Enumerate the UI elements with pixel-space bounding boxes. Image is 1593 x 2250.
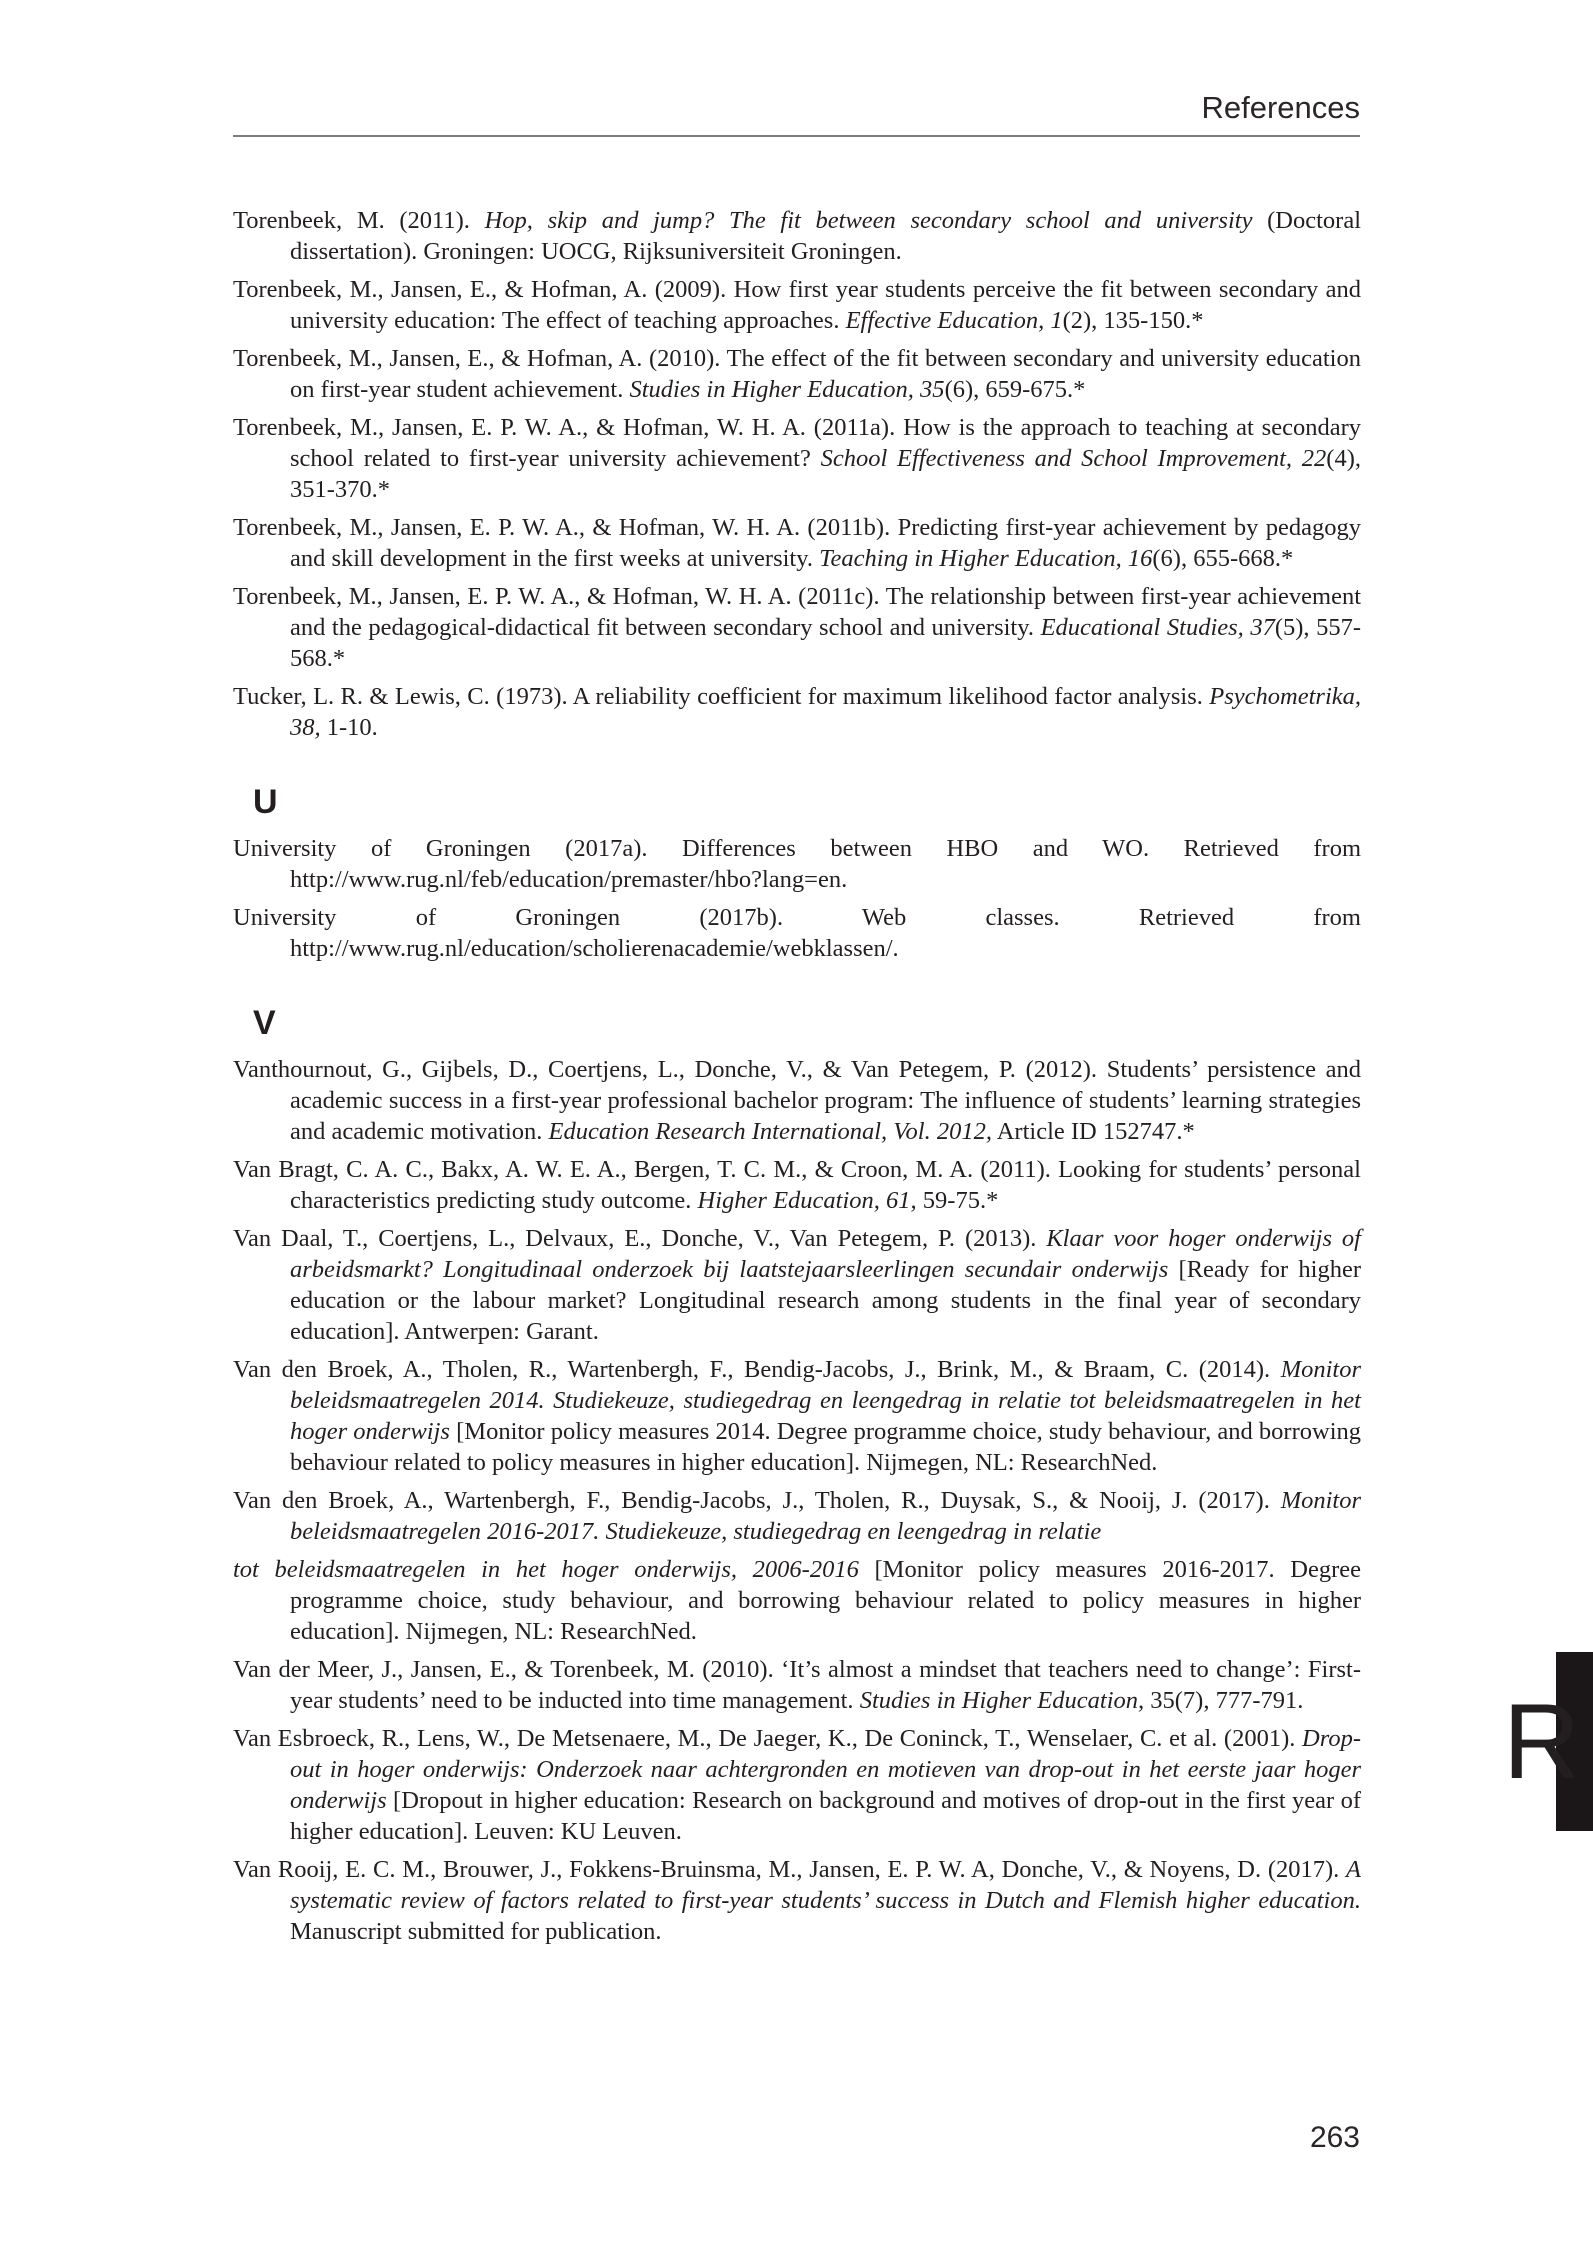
reference-entry xyxy=(233,1223,1361,1347)
reference-text: [Monitor policy measures 2016-2017. Degree programme choice, study behaviour, and borrowing behaviour related to policy measures in higher education]. Nijmegen, NL: ResearchNed. xyxy=(290,1556,1361,1645)
reference-entry xyxy=(233,681,1361,743)
reference-entry xyxy=(233,581,1361,674)
reference-text: Vanthournout, G., Gijbels, D., Coertjens, L., Donche, V., & Van Petegem, P. (2012). Students’ persistence and academic success in a first-year professional bachelor program: The influence of students’ learning strategies and academic motivation. xyxy=(233,1056,1361,1145)
reference-text: Van den Broek, A., Wartenbergh, F., Bendig-Jacobs, J., Tholen, R., Duysak, S., & Nooij, J. (2017). xyxy=(233,1487,1281,1514)
reference-entry xyxy=(233,1154,1361,1216)
reference-italic-text: Higher Education, 61, xyxy=(697,1187,917,1214)
reference-italic-text: Monitor beleidsmaatregelen 2016-2017. Studiekeuze, studiegedrag en leengedrag in relatie xyxy=(290,1487,1361,1545)
reference-italic-text: Klaar voor hoger onderwijs of arbeidsmarkt? Longitudinaal onderzoek bij laatstejaarsleerlingen secundair onderwijs xyxy=(290,1225,1361,1283)
chapter-tab-letter: R xyxy=(1503,1681,1579,1801)
reference-italic-text: Teaching in Higher Education, 16 xyxy=(819,545,1153,572)
reference-entry xyxy=(233,1485,1361,1547)
reference-text: Van der Meer, J., Jansen, E., & Torenbeek, M. (2010). ‘It’s almost a mindset that teachers need to change’: First-year students’ need to be inducted into time management. xyxy=(233,1656,1361,1714)
header-rule xyxy=(233,135,1360,137)
reference-text: Torenbeek, M., Jansen, E. P. W. A., & Hofman, W. H. A. (2011c). The relationship between first-year achievement and the pedagogical-didactical fit between secondary school and university. xyxy=(233,583,1361,641)
reference-italic-text: Studies in Higher Education, 35 xyxy=(629,376,945,403)
reference-italic-text: Psychometrika, 38, xyxy=(290,683,1361,741)
reference-italic-text: Drop-out in hoger onderwijs: Onderzoek naar achtergronden en motieven van drop-out in het eerste jaar hoger onderwijs xyxy=(290,1725,1361,1814)
reference-entry xyxy=(233,1854,1361,1947)
reference-text: (5), 557-568.* xyxy=(290,614,1361,672)
reference-text: Van Bragt, C. A. C., Bakx, A. W. E. A., Bergen, T. C. M., & Croon, M. A. (2011). Looking for students’ personal characteristics predicting study outcome. xyxy=(233,1156,1361,1214)
reference-entry xyxy=(233,1054,1361,1147)
section-heading-u: U xyxy=(253,783,278,821)
reference-text: [Dropout in higher education: Research on background and motives of drop-out in the first year of higher education]. Leuven: KU Leuven. xyxy=(290,1787,1361,1845)
reference-entry xyxy=(233,1354,1361,1478)
reference-text: Torenbeek, M. (2011). xyxy=(233,207,485,234)
reference-text: Van Esbroeck, R., Lens, W., De Metsenaere, M., De Jaeger, K., De Coninck, T., Wenselaer, C. et al. (2001). xyxy=(233,1725,1303,1752)
reference-italic-text: Education Research International, Vol. 2012, xyxy=(548,1118,992,1145)
reference-italic-text: A systematic review of factors related to first-year students’ success in Dutch and Flemish higher education. xyxy=(290,1856,1361,1914)
reference-text: [Ready for higher education or the labour market? Longitudinal research among students in the final year of secondary education]. Antwerpen: Garant. xyxy=(290,1256,1362,1345)
reference-text: University of Groningen (2017b). Web classes. Retrieved from http://www.rug.nl/education/scholierenacademie/webklassen/. xyxy=(233,904,1361,962)
reference-entry xyxy=(233,902,1361,964)
reference-text: Manuscript submitted for publication. xyxy=(290,1918,662,1945)
reference-italic-text: tot beleidsmaatregelen in het hoger onderwijs, 2006-2016 xyxy=(233,1556,859,1583)
reference-entry xyxy=(233,833,1361,895)
reference-italic-text: School Effectiveness and School Improvement, 22 xyxy=(820,445,1327,472)
reference-italic-text: Educational Studies, 37 xyxy=(1040,614,1275,641)
reference-text: Torenbeek, M., Jansen, E. P. W. A., & Hofman, W. H. A. (2011b). Predicting first-year achievement by pedagogy and skill development in the first weeks at university. xyxy=(233,514,1361,572)
section-heading-v: V xyxy=(253,1004,276,1042)
reference-text: (6), 659-675.* xyxy=(944,376,1086,403)
reference-entry xyxy=(233,274,1361,336)
reference-entry xyxy=(233,412,1361,505)
reference-entry xyxy=(233,205,1361,267)
references-list xyxy=(233,205,1361,1954)
reference-text: 59-75.* xyxy=(916,1187,999,1214)
reference-text: Article ID 152747.* xyxy=(991,1118,1195,1145)
reference-text: University of Groningen (2017a). Differences between HBO and WO. Retrieved from http://www.rug.nl/feb/education/premaster/hbo?lang=en. xyxy=(233,835,1361,893)
running-header-title: References xyxy=(1201,90,1360,125)
reference-text: (6), 655-668.* xyxy=(1152,545,1294,572)
reference-text: Van Daal, T., Coertjens, L., Delvaux, E., Donche, V., Van Petegem, P. (2013). xyxy=(233,1225,1047,1252)
reference-text: Van den Broek, A., Tholen, R., Wartenbergh, F., Bendig-Jacobs, J., Brink, M., & Braam, C. (2014). xyxy=(233,1356,1281,1383)
reference-text: 35(7), 777-791. xyxy=(1144,1687,1304,1714)
reference-entry xyxy=(233,1723,1361,1847)
reference-text: Torenbeek, M., Jansen, E., & Hofman, A. (2010). The effect of the fit between secondary and university education on first-year student achievement. xyxy=(233,345,1361,403)
reference-entry xyxy=(233,1654,1361,1716)
reference-italic-text: Studies in Higher Education, xyxy=(859,1687,1145,1714)
reference-italic-text: Hop, skip and jump? The fit between secondary school and university xyxy=(484,207,1253,234)
reference-text: Tucker, L. R. & Lewis, C. (1973). A reliability coefficient for maximum likelihood factor analysis. xyxy=(233,683,1210,710)
page-number: 263 xyxy=(1309,2121,1360,2154)
reference-text: [Monitor policy measures 2014. Degree programme choice, study behaviour, and borrowing behaviour related to policy measures in higher education]. Nijmegen, NL: ResearchNed. xyxy=(290,1418,1361,1476)
reference-italic-text: Effective Education, 1 xyxy=(845,307,1063,334)
reference-text: (Doctoral dissertation). Groningen: UOCG, Rijksuniversiteit Groningen. xyxy=(290,207,1362,265)
reference-text: Torenbeek, M., Jansen, E., & Hofman, A. (2009). How first year students perceive the fit between secondary and university education: The effect of teaching approaches. xyxy=(233,276,1361,334)
reference-text: (4), 351-370.* xyxy=(290,445,1361,503)
reference-text: Torenbeek, M., Jansen, E. P. W. A., & Hofman, W. H. A. (2011a). How is the approach to teaching at secondary school related to first-year university achievement? xyxy=(233,414,1361,472)
reference-text: Van Rooij, E. C. M., Brouwer, J., Fokkens-Bruinsma, M., Jansen, E. P. W. A, Donche, V., & Noyens, D. (2017). xyxy=(233,1856,1347,1883)
reference-entry xyxy=(233,343,1361,405)
reference-entry xyxy=(233,1554,1361,1647)
reference-italic-text: Monitor beleidsmaatregelen 2014. Studiekeuze, studiegedrag en leengedrag in relatie tot beleidsmaatregelen in het hoger onderwijs xyxy=(290,1356,1361,1445)
reference-text: (2), 135-150.* xyxy=(1062,307,1204,334)
reference-entry xyxy=(233,512,1361,574)
reference-text: 1-10. xyxy=(320,714,378,741)
